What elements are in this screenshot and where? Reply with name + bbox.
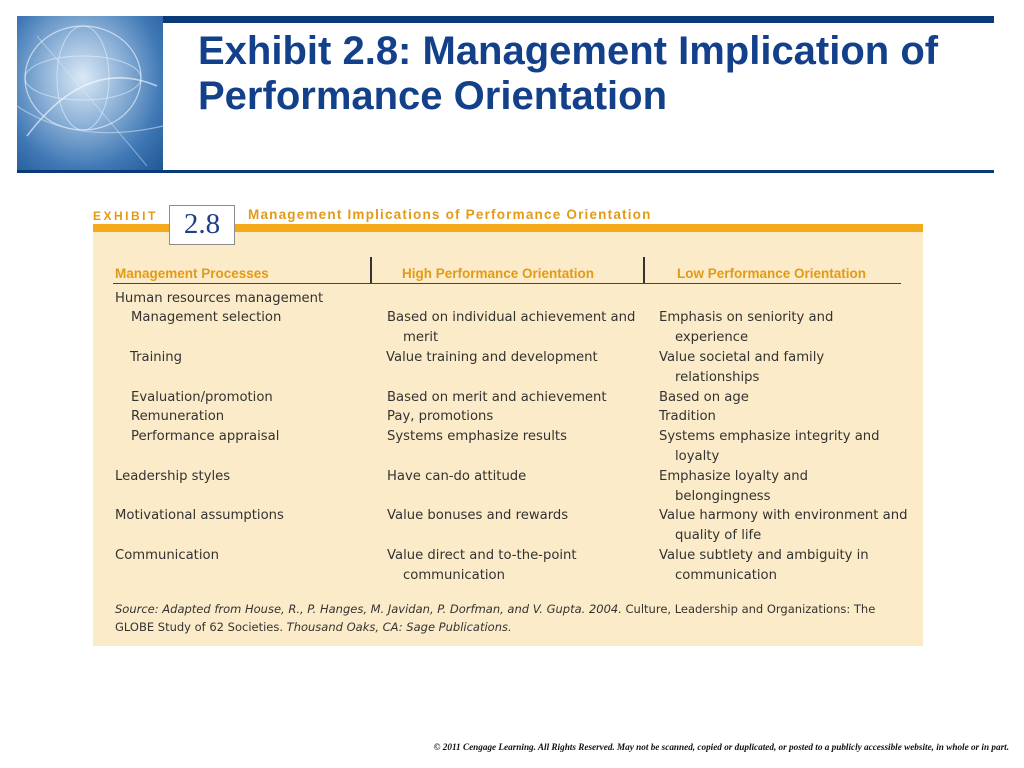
- process-cell: Motivational assumptions: [115, 508, 284, 523]
- low-cell: Value subtlety and ambiguity in communication: [659, 548, 869, 583]
- exhibit-number: 2.8: [169, 205, 235, 245]
- source-citation: Source: Adapted from House, R., P. Hanges, M. Javidan, P. Dorfman, and V. Gupta. 2004.: [115, 602, 622, 616]
- column-header-high: High Performance Orientation: [402, 266, 595, 281]
- process-cell: Communication: [115, 548, 219, 563]
- low-cell: Emphasis on seniority and experience: [659, 310, 834, 345]
- source-book-title: Culture, Leadership and Organizations: The GLOBE Study of 62 Societies.: [115, 602, 876, 634]
- process-cell: Human resources management: [115, 291, 324, 306]
- process-cell: Remuneration: [131, 409, 225, 424]
- low-cell: Tradition: [659, 409, 716, 424]
- process-cell: Performance appraisal: [131, 429, 280, 444]
- title-top-rule: [163, 16, 994, 23]
- source-publisher: Thousand Oaks, CA: Sage Publications.: [283, 620, 512, 634]
- exhibit-figure: [93, 200, 923, 646]
- globe-logo-image: [17, 16, 163, 170]
- slide-title: Exhibit 2.8: Management Implication of Performance Orientation: [198, 29, 939, 118]
- process-cell: Leadership styles: [115, 469, 231, 484]
- process-cell: Management selection: [131, 310, 282, 325]
- low-cell: Emphasize loyalty and belongingness: [659, 469, 809, 504]
- high-cell: Have can-do attitude: [387, 469, 527, 484]
- column-header-low: Low Performance Orientation: [677, 266, 867, 281]
- exhibit-heading: Management Implications of Performance Orientation: [248, 207, 652, 222]
- copyright-footer: © 2011 Cengage Learning. All Rights Reserved. May not be scanned, copied or duplicated, or posted to a publicly accessible website, in whole or in part.: [433, 742, 1009, 752]
- high-cell: Value bonuses and rewards: [387, 508, 569, 523]
- high-cell: Value training and development: [386, 350, 598, 365]
- high-cell: Value direct and to-the-point communication: [387, 548, 577, 583]
- source-note: [115, 600, 885, 636]
- column-header-processes: Management Processes: [115, 266, 269, 281]
- high-cell: Based on individual achievement and merit: [387, 310, 636, 345]
- exhibit-table-panel: [93, 224, 923, 646]
- high-cell: Pay, promotions: [387, 409, 494, 424]
- globe-icon: [17, 16, 163, 170]
- high-cell: Based on merit and achievement: [387, 390, 607, 405]
- low-cell: Based on age: [659, 390, 749, 405]
- high-cell: Systems emphasize results: [387, 429, 567, 444]
- column-divider: [643, 257, 645, 284]
- column-divider: [370, 257, 372, 284]
- process-cell: Training: [130, 350, 183, 365]
- title-bottom-rule: [17, 170, 994, 173]
- header-rule: [113, 283, 901, 284]
- low-cell: Value harmony with environment and quality of life: [659, 508, 908, 543]
- low-cell: Value societal and family relationships: [659, 350, 825, 385]
- low-cell: Systems emphasize integrity and loyalty: [659, 429, 880, 464]
- exhibit-label: EXHIBIT: [93, 209, 158, 223]
- process-cell: Evaluation/promotion: [131, 390, 273, 405]
